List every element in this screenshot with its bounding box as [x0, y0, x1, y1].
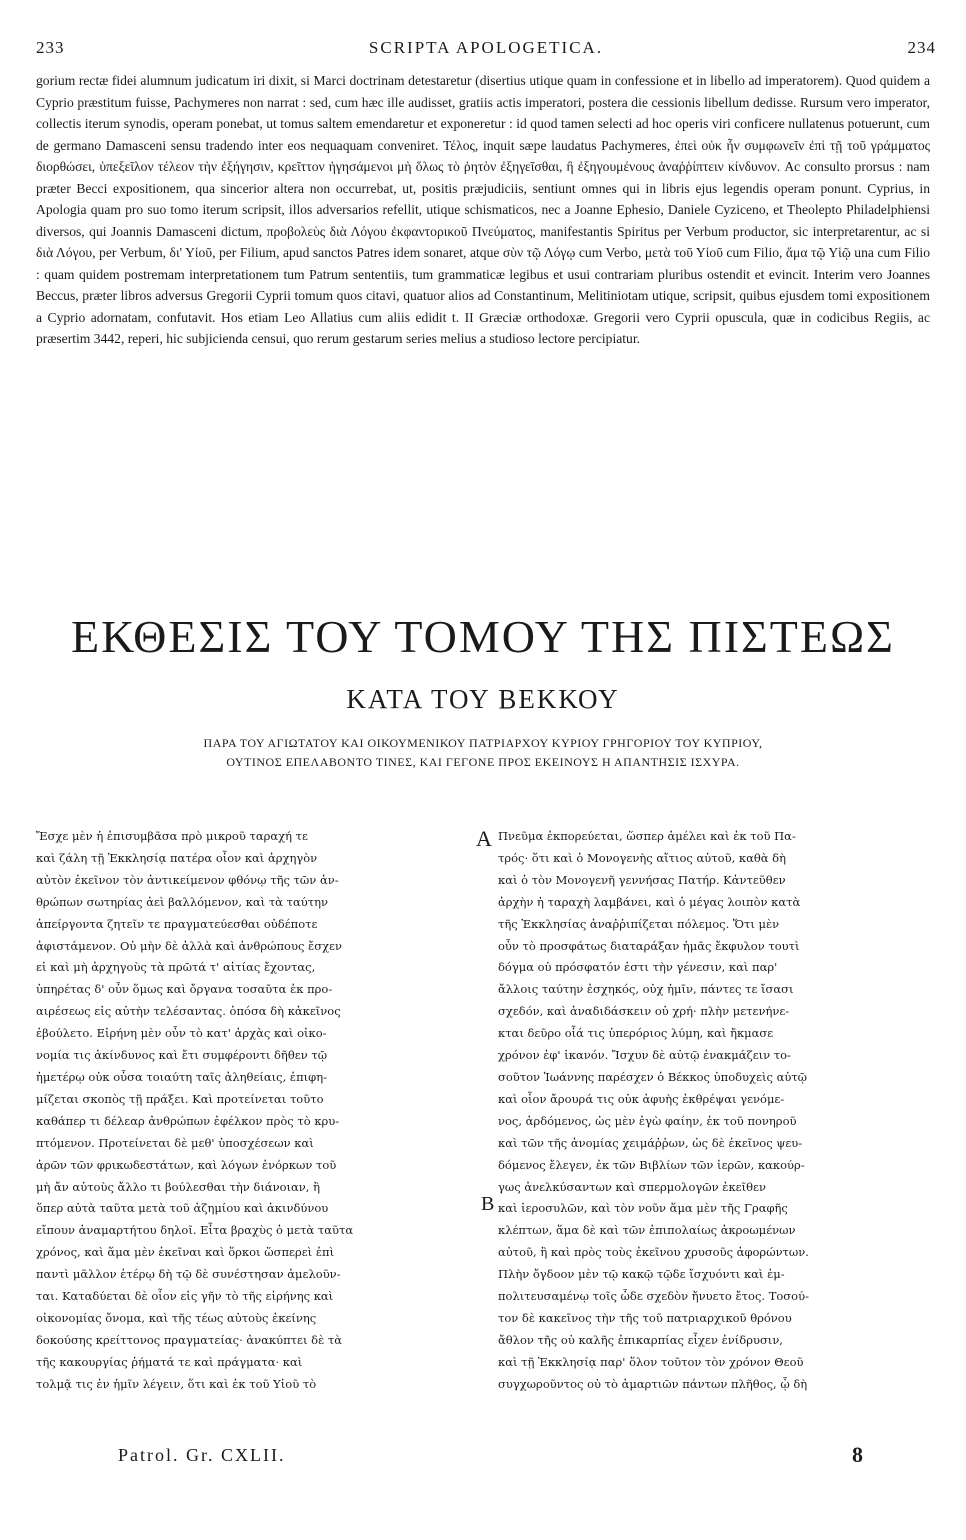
greek-line: κται δεῦρο οἷά τις ὑπερόριος λύμη, καὶ ἤκμασε [498, 1026, 774, 1041]
greek-line: θρώπων σωτηρίας ἀεὶ βαλλόμενον, καὶ τὰ ταύτην [36, 894, 328, 909]
greek-line: δόγμα οὐ πρόσφατόν ἐστι τὴν γένεσιν, καὶ παρ' [498, 960, 778, 975]
greek-line: καὶ οἷον ἄρουρά τις οὐκ ἀφυὴς ἐκθρέψαι γενόμε- [498, 1091, 785, 1106]
greek-column-left [36, 826, 474, 1396]
greek-line: μὴ ἄν αὐτοὺς ἄλλο τι βούλεσθαι τὴν διάνοιαν, ἢ [36, 1179, 321, 1194]
page-number-left: 233 [36, 38, 65, 57]
greek-line: γως ἀνελκύσαντων καὶ σπερμολογῶν ἐκεῖθεν [498, 1179, 766, 1194]
greek-line: τρός· ὅτι καὶ ὁ Μονογενὴς αἴτιος αὐτοῦ, καθὰ δὴ [498, 850, 786, 865]
greek-line: αὐτοῦ, ἢ καὶ πρὸς τοὺς ἐκεῖνου χρυσοῦς ἀφορώντων. [498, 1245, 809, 1260]
greek-line: ἀφιστάμενον. Οὐ μὴν δὲ ἀλλὰ καὶ ἀνθρώπους ἔσχεν [36, 938, 342, 953]
greek-line: τῆς Ἐκκλησίας ἀναῤῥιπίζεται πόλεμος. Ὅτι μὲν [498, 916, 780, 931]
greek-line: σοῦτον Ἰωάννης παρέσχεν ὁ Βέκκος ὑποδυχεὶς αὐτῷ [498, 1069, 808, 1084]
greek-line: Πνεῦμα ἐκπορεύεται, ὥσπερ ἀμέλει καὶ ἐκ τοῦ Πα- [498, 829, 796, 843]
greek-line: οἰκονομίας ὄνομα, καὶ τῆς τέως αὐτοὺς ἐκείνης [36, 1310, 317, 1325]
greek-line: εἴπουν ἀναμαρτήτου δηλοῖ. Εἶτα βραχὺς ὁ μετὰ ταῦτα [36, 1223, 354, 1238]
footer-series: Patrol. Gr. CXLII. [118, 1445, 286, 1465]
greek-line: ἄλλοις ταύτην ἐσχηκός, οὐχ ἡμῖν, πάντες τε ἴσασι [498, 982, 794, 997]
greek-line: ἀρῶν τῶν φρικωδεστάτων, καὶ λόγων ἐνόρκων τοῦ [36, 1157, 337, 1172]
greek-line: καὶ ὁ τὸν Μονογενῆ γεννήσας Πατήρ. Κἀντεῦθεν [498, 872, 786, 887]
greek-line: νος, ἀρδόμενος, ὡς μὲν ἐγὼ φαίην, ἐκ τοῦ πονηροῦ [498, 1113, 797, 1128]
greek-line: αιρέσεως εἰς αὐτὴν τελέσαντας. ὁπόσα δὴ κἀκεῖνος [36, 1004, 341, 1019]
running-header [36, 38, 936, 62]
latin-paragraph [36, 70, 930, 350]
secondary-title: ΚΑΤΑ ΤΟΥ ΒΕΚΚΟΥ [346, 684, 620, 714]
greek-line: δόμενος ἔλεγεν, ἐκ τῶν Βιβλίων τῶν ἱερῶν, κακούρ- [498, 1157, 805, 1172]
greek-line: ἡμετέρῳ οὐκ οὖσα τοιαύτη ταῖς ἀληθείαις, ἐπιφη- [36, 1069, 327, 1084]
greek-line: δοκούσης κρείττονος πραγματείας· ἀνακύπτει δὲ τὰ [36, 1332, 343, 1347]
subtitle-line-2: ΟΥΤΙΝΟΣ ΕΠΕΛΑΒΟΝΤΟ ΤΙΝΕΣ, ΚΑΙ ΓΕΓΟΝΕ ΠΡΟΣ ΕΚΕΙΝΟΥΣ Η ΑΠΑΝΤΗΣΙΣ ΙΣΧΥΡΑ. [226, 755, 740, 769]
greek-line: τολμᾷ τις ἐν ἡμῖν λέγειν, ὅτι καὶ ἐκ τοῦ Υἱοῦ τὸ [36, 1376, 317, 1391]
greek-line: ὅπερ αὐτὰ ταῦτα μετὰ τοῦ ἀζημίου καὶ ἀκινδύνου [36, 1201, 329, 1216]
greek-line: πολιτευσαμένῳ τοῖς ὧδε σχεδὸν ἤνυετο ἔτος. Τοσού- [498, 1289, 809, 1304]
margin-marker-a: A [476, 826, 492, 851]
greek-line: καὶ τῇ Ἐκκλησίᾳ παρ' ὅλον τοῦτον τὸν χρόνον Θεοῦ [498, 1354, 804, 1369]
greek-line: χρόνος, καὶ ἅμα μὲν ἐκεῖναι καὶ ὅρκοι ὥσπερεὶ ἐπὶ [36, 1245, 335, 1260]
greek-line: εἰ καὶ μὴ ἀρχηγοὺς τὰ πρῶτά τ' αἰτίας ἔχοντας, [36, 960, 316, 975]
greek-line: καὶ ζάλη τῇ Ἐκκλησίᾳ πατέρα οἷον καὶ ἀρχηγὸν [36, 850, 318, 865]
main-title: ΕΚΘΕΣΙΣ ΤΟΥ ΤΟΜΟΥ ΤΗΣ ΠΙΣΤΕΩΣ [71, 611, 895, 662]
greek-line: Ἔσχε μὲν ἡ ἐπισυμβᾶσα πρὸ μικροῦ ταραχή τε [36, 829, 308, 843]
greek-line: νομία τις ἀκίνδυνος καὶ ἔτι συμφέροντι δῆθεν τῷ [36, 1048, 328, 1063]
greek-line: μίζεται σκοπὸς τῇ πράξει. Καὶ προτείνεται τοῦτο [36, 1091, 324, 1106]
footer-signature: 8 [852, 1442, 863, 1467]
greek-line: τον δὲ κακεῖνος τὴν τῆς τοῦ πατριαρχικοῦ θρόνου [498, 1310, 792, 1325]
greek-line: τῆς κακουργίας ῥήματά τε καὶ πράγματα· καὶ [36, 1354, 303, 1369]
greek-line: ὑπηρέτας δ' οὖν ὅμως καὶ ὄργανα τοσαῦτα ἐκ προ- [36, 982, 333, 997]
greek-line: οὖν τὸ προσφάτως διαταράξαν ἡμᾶς ἔκφυλον τουτὶ [498, 938, 800, 953]
greek-line: ἐβούλετο. Εἰρήνη μὲν οὖν τὸ κατ' ἀρχὰς καὶ οἰκο- [36, 1026, 327, 1041]
greek-line: καθάπερ τι δέλεαρ ἀνθρώπων ἐφέλκον πρὸς τὸ κρυ- [36, 1113, 340, 1128]
greek-line: κλέπτων, ἅμα δὲ καὶ τῶν ἐπιπολαίως ἀκροωμένων [498, 1223, 796, 1238]
greek-line: καὶ τῶν τῆς ἀνομίας χειμάῤῥων, ὡς δὲ ἐκεῖνος ψευ- [498, 1135, 803, 1150]
greek-line: ἀρχὴν ἡ ταραχὴ λαμβάνει, καὶ ὁ μέγας λοιπὸν κατὰ [498, 894, 801, 909]
greek-line: χρόνον ἐφ' ἱκανόν. Ἴσχυν δὲ αὐτῷ ἐνακμάζειν το- [498, 1048, 791, 1063]
greek-line: καὶ ἱεροσυλῶν, καὶ τὸν νοῦν ἅμα μὲν τῆς Γραφῆς [498, 1201, 788, 1216]
page-number-right: 234 [907, 38, 936, 57]
title-subtitle [36, 734, 930, 772]
margin-marker-b: B [481, 1193, 495, 1215]
greek-line: ἀπείργοντα ζητεῖν τε πραγματεύεσθαι οὐδέποτε [36, 916, 318, 931]
latin-text: gorium rectæ fidei alumnum judicatum iri dixit, si Marci doctrinam detestaretur (disertius utique quam in confessione et in libello ad imperatorem). Quod quidem a Cyprio præstitum fuisse, Pachymeres non narrat : sed, cum hæc ille audisset, gratiis actis imperatori, postera die cessionis libellum dedisse. Rursum vero imperator, collectis iterum synodis, operam ponebat, ut tomus saltem emendaretur et exponeretur : id quod tamen selecti ad hoc operis viri conficere nullatenus potuerunt, cum de germano Damasceni sensu tradendo inter eos nequaquam conveniret. Τέλος, inquit sæpe laudatus Pachymeres, ἐπεὶ οὐκ ἦν συμφωνεῖν ἐπὶ τῇ τοῦ γράμματος διορθώσει, ὑπεξεῖλον τέλεον τὴν ἐξήγησιν, κρεῖττον ἡγησάμενοι μὴ ὅλως τὸ ῥητὸν ἐξηγεῖσθαι, ἢ ἐξηγουμένους ἀναῤῥίπτειν κίνδυνον. Ac consulto prorsus : nam præter Becci expositionem, qua sincerior altera non occurrebat, ut, positis præjudiciis, sentiunt omnes qui in libris ejus legendis operam ponunt. Cyprius, in Apologia quam pro suo tomo iterum scripsit, illos adversarios refellit, utique schismaticos, nec a Joanne Ephesio, Daniele Cyziceno, et Theolepto Philadelphiensi diversos, qui Joannis Damasceni dictum, προβολεὺς διὰ Λόγου ἐκφαντορικοῦ Πνεύματος, manifestantis Spiritus per Verbum productor, sic interpretarentur, ac si διὰ Λόγου, per Verbum, δι' Υἱοῦ, per Filium, apud sanctos Patres idem sonaret, atque σὺν τῷ Λόγῳ cum Verbo, μετὰ τοῦ Υἱοῦ cum Filio, ἅμα τῷ Υἱῷ una cum Filio : quam quidem postremam interpretationem tum Patrum sententiis, tum grammaticæ legibus et usui contrariam pluribus ostendit et evincit. Interim vero Joannes Beccus, præter libros adversus Gregorii Cyprii tomum quos citavi, quatuor alios ad Constantinum, Melitiniotam utique, scripsit, quibus ejusdem tomi expositionem a Cyprio adornatam, confutavit. Hos etiam Leo Allatius cum aliis edidit t. II Græciæ orthodoxæ. Gregorii vero Cyprii opuscula, quæ in codicibus Regiis, ac præsertim 3442, reperi, hic subjicienda censui, quo rerum gestarum series melius a studioso lectore percipiatur. [36, 73, 930, 346]
running-title: SCRIPTA APOLOGETICA. [368, 38, 604, 57]
greek-column-right [498, 826, 930, 1396]
greek-line: αὐτὸν ἐκεῖνον τὸν ἀντικείμενον φθόνῳ τῆς τῶν ἀν- [36, 872, 339, 887]
greek-line: Πλὴν ὄγδοον μὲν τῷ κακῷ τῷδε ἴσχυόντι καὶ ἐμ- [498, 1267, 785, 1282]
greek-line: σχεδόν, καὶ ἀναδιδάσκειν οὐ χρή· πλὴν μετενήνε- [498, 1004, 790, 1019]
greek-line: παντὶ μᾶλλον ἑτέρῳ δὴ τῷ δὲ συνέστησαν ἀμελοῦν- [36, 1267, 341, 1282]
subtitle-line-1: ΠΑΡΑ ΤΟΥ ΑΓΙΩΤΑΤΟΥ ΚΑΙ ΟΙΚΟΥΜΕΝΙΚΟΥ ΠΑΤΡΙΑΡΧΟΥ ΚΥΡΙΟΥ ΓΡΗΓΟΡΙΟΥ ΤΟΥ ΚΥΠΡΙΟΥ, [203, 736, 763, 750]
greek-line: πτόμενον. Προτείνεται δὲ μεθ' ὑποσχέσεων καὶ [36, 1135, 314, 1150]
greek-line: ται. Καταδύεται δὲ οἷον εἰς γῆν τὸ τῆς εἰρήνης καὶ [36, 1289, 334, 1304]
greek-line: ἄθλον τῆς οὐ καλῆς ἐπικαρπίας εἶχεν ἐνίδρυσιν, [498, 1332, 783, 1347]
greek-line: συγχωροῦντος οὐ τὸ ἁμαρτιῶν πάντων πλῆθος, ᾧ δὴ [498, 1376, 808, 1391]
